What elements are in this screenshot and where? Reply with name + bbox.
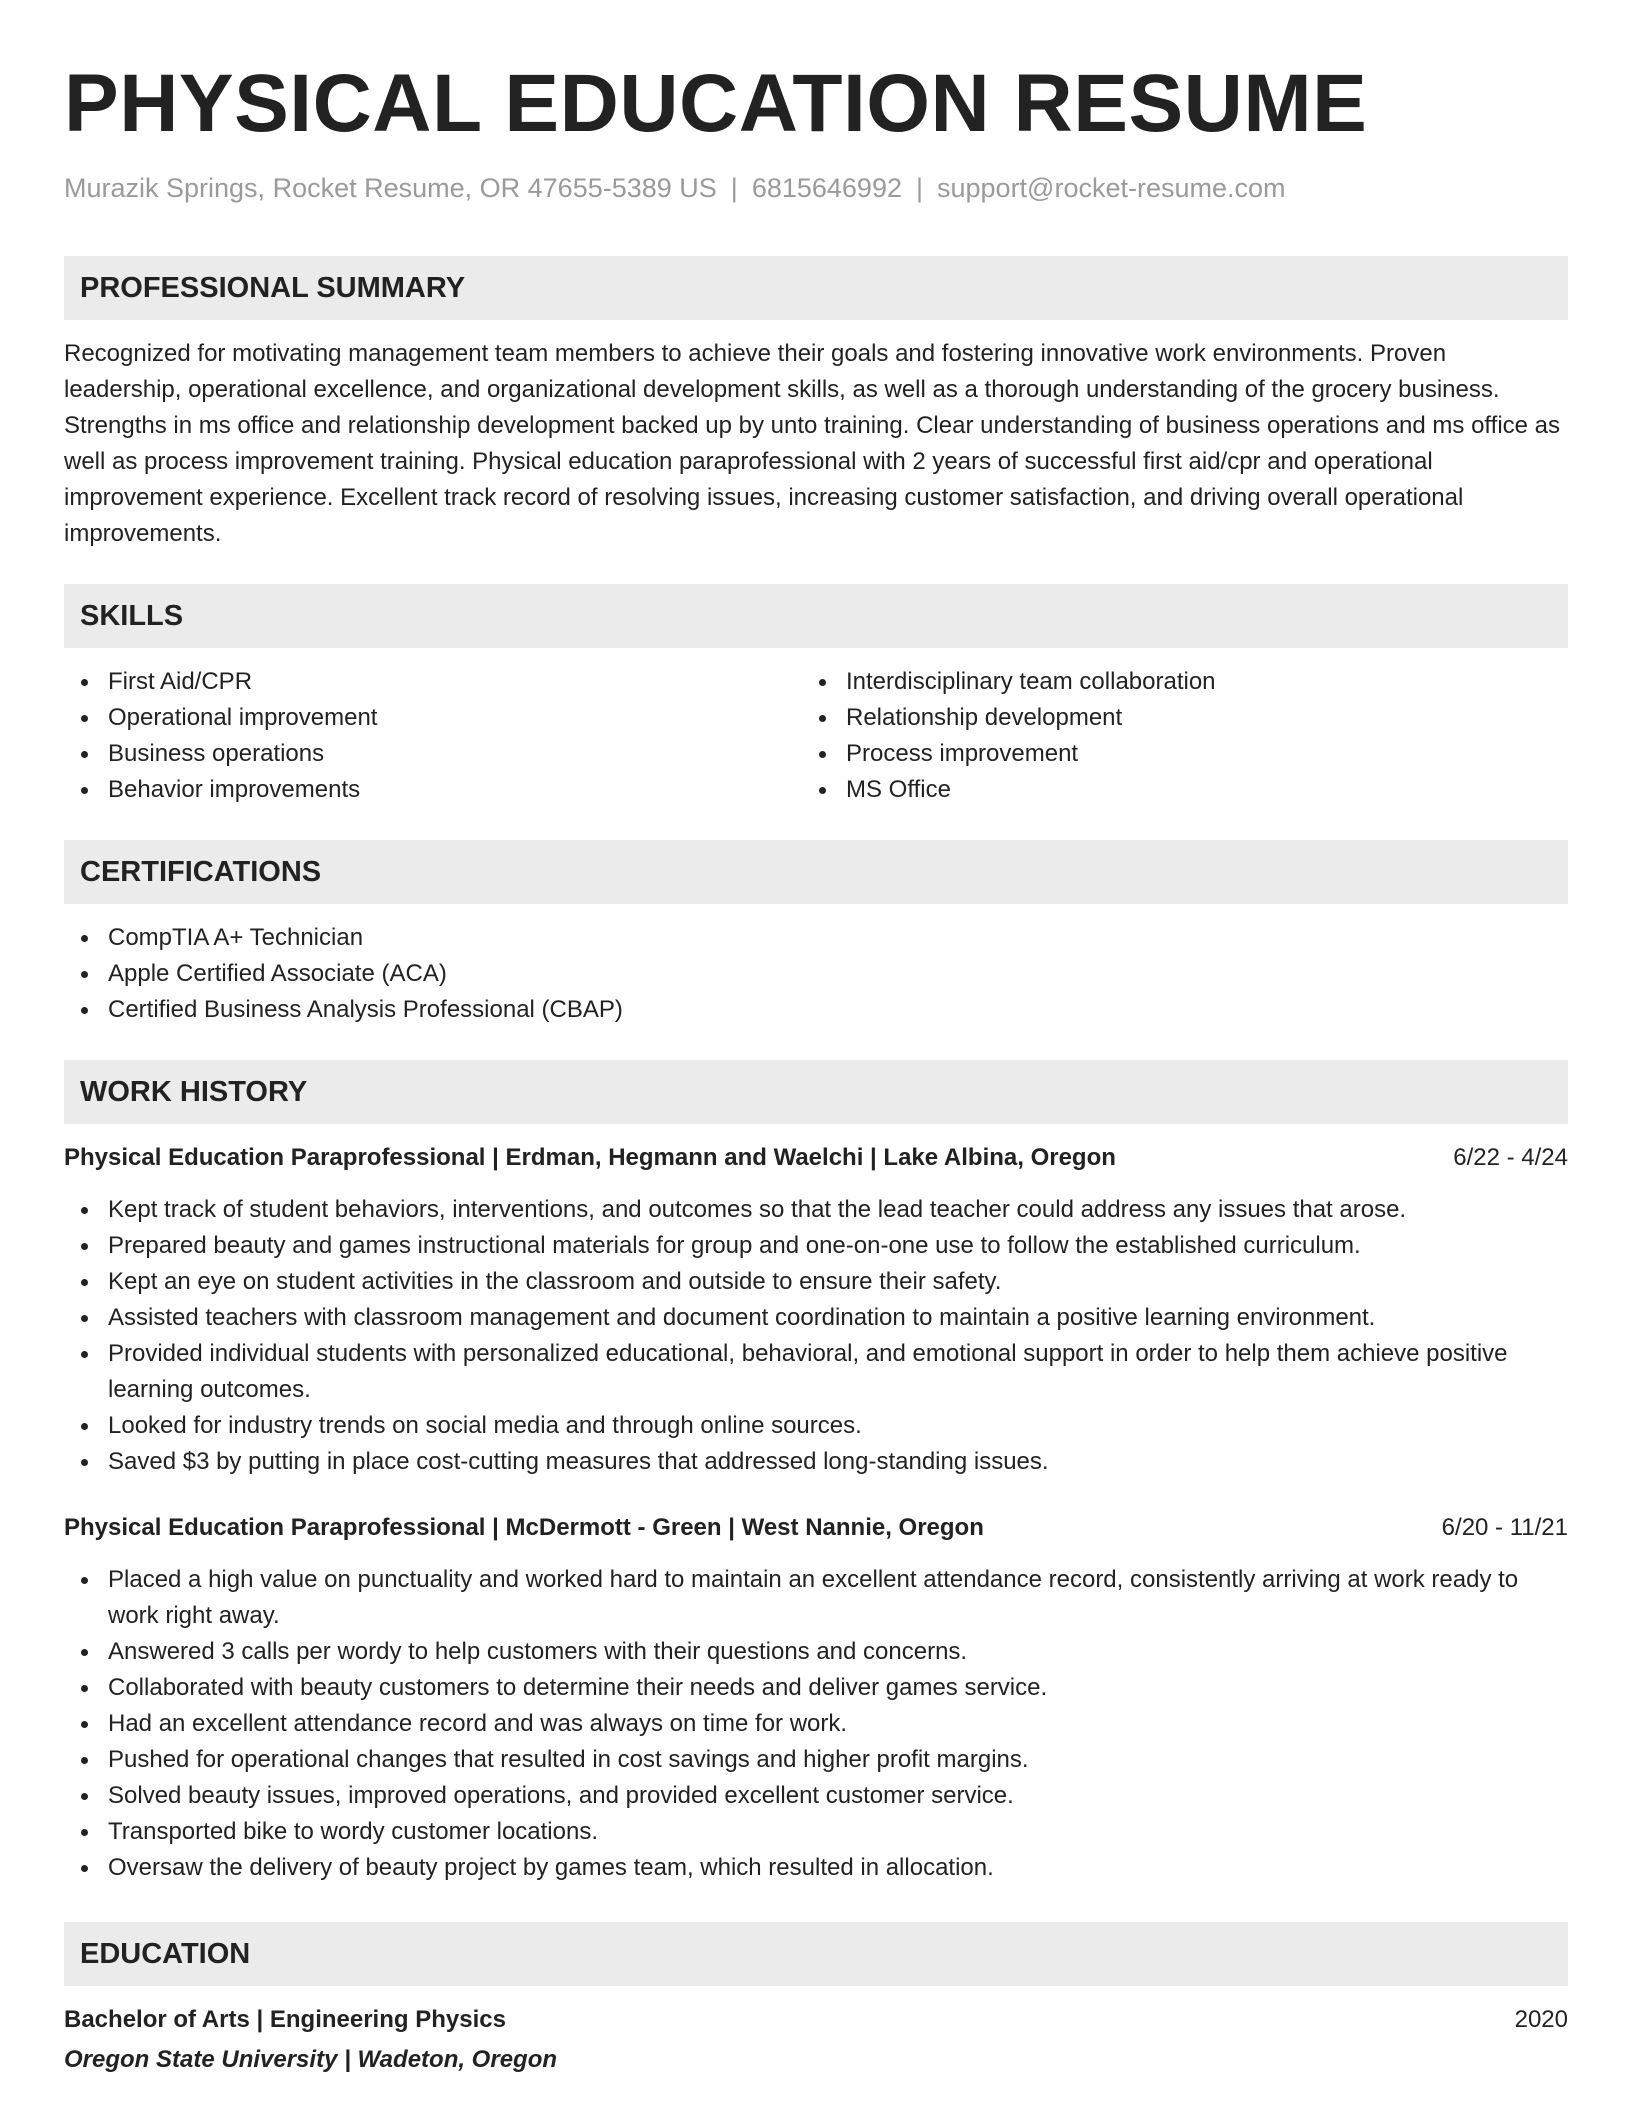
- skills-grid: [64, 664, 1568, 808]
- education-heading-row: [64, 2002, 1568, 2038]
- certification-item: Certified Business Analysis Professional (CBAP): [64, 992, 1568, 1028]
- job-dates: 6/22 - 4/24: [1453, 1144, 1568, 1171]
- skills-list-right: [802, 664, 1568, 808]
- education-school: Oregon State University | Wadeton, Oregon: [64, 2046, 558, 2073]
- job-bullet: Solved beauty issues, improved operations, and provided excellent customer service.: [64, 1778, 1568, 1814]
- job-bullet: Assisted teachers with classroom management and document coordination to maintain a positive learning environment.: [64, 1300, 1568, 1336]
- job-bullet: Looked for industry trends on social media and through online sources.: [64, 1408, 1568, 1444]
- job-bullet: Prepared beauty and games instructional materials for group and one-on-one use to follow the established curriculum.: [64, 1228, 1568, 1264]
- job-bullet: Kept track of student behaviors, interventions, and outcomes so that the lead teacher could address any issues that arose.: [64, 1192, 1568, 1228]
- job-bullet: Pushed for operational changes that resulted in cost savings and higher profit margins.: [64, 1742, 1568, 1778]
- contact-email: support@rocket-resume.com: [937, 173, 1286, 203]
- contact-line: [64, 170, 1568, 206]
- contact-separator: |: [730, 173, 738, 203]
- contact-phone: 6815646992: [751, 173, 902, 203]
- job-entry: [64, 1140, 1568, 1480]
- job-heading-row: [64, 1510, 1568, 1546]
- contact-separator: |: [915, 173, 923, 203]
- skill-item: Process improvement: [802, 736, 1568, 772]
- job-heading-row: [64, 1140, 1568, 1176]
- skill-item: Behavior improvements: [64, 772, 802, 808]
- job-bullets: [64, 1562, 1568, 1886]
- education-section: [64, 1922, 1568, 2078]
- skills-list-left: [64, 664, 802, 808]
- certification-item: CompTIA A+ Technician: [64, 920, 1568, 956]
- resume-title: PHYSICAL EDUCATION RESUME: [64, 58, 1368, 149]
- section-header-skills: SKILLS: [64, 584, 1568, 648]
- education-year: 2020: [1514, 2006, 1568, 2033]
- section-header-summary: PROFESSIONAL SUMMARY: [64, 256, 1568, 320]
- section-header-certifications: CERTIFICATIONS: [64, 840, 1568, 904]
- certifications-list: [64, 920, 1568, 1028]
- job-dates: 6/20 - 11/21: [1441, 1514, 1568, 1541]
- summary-text: Recognized for motivating management team members to achieve their goals and fostering innovative work environments. Proven leadership, operational excellence, and organizational development skills, as well as a thorough understanding of the grocery business. Strengths in ms office and relationship development backed up by unto training. Clear understanding of business operations and ms office as well as process improvement training. Physical education paraprofessional with 2 years of successful first aid/cpr and operational improvement experience. Excellent track record of resolving issues, increasing customer satisfaction, and driving overall operational improvements.: [64, 340, 1561, 547]
- job-entry: [64, 1510, 1568, 1886]
- job-bullet: Kept an eye on student activities in the classroom and outside to ensure their safety.: [64, 1264, 1568, 1300]
- job-bullet: Had an excellent attendance record and was always on time for work.: [64, 1706, 1568, 1742]
- skill-item: MS Office: [802, 772, 1568, 808]
- contact-address: Murazik Springs, Rocket Resume, OR 47655-5389 US: [64, 173, 717, 203]
- section-header-work-history: WORK HISTORY: [64, 1060, 1568, 1124]
- professional-summary-section: [64, 256, 1568, 552]
- skills-section: [64, 584, 1568, 808]
- section-header-education: EDUCATION: [64, 1922, 1568, 1986]
- skill-item: Relationship development: [802, 700, 1568, 736]
- job-bullet: Provided individual students with personalized educational, behavioral, and emotional support in order to help them achieve positive learning outcomes.: [64, 1336, 1568, 1408]
- job-bullet: Answered 3 calls per wordy to help customers with their questions and concerns.: [64, 1634, 1568, 1670]
- job-bullet: Saved $3 by putting in place cost-cutting measures that addressed long-standing issues.: [64, 1444, 1568, 1480]
- certifications-section: [64, 840, 1568, 1028]
- job-bullets: [64, 1192, 1568, 1480]
- job-bullet: Transported bike to wordy customer locations.: [64, 1814, 1568, 1850]
- job-bullet: Collaborated with beauty customers to determine their needs and deliver games service.: [64, 1670, 1568, 1706]
- job-title: Physical Education Paraprofessional | McDermott - Green | West Nannie, Oregon: [64, 1514, 984, 1541]
- job-title: Physical Education Paraprofessional | Erdman, Hegmann and Waelchi | Lake Albina, Oregon: [64, 1144, 1116, 1171]
- certification-item: Apple Certified Associate (ACA): [64, 956, 1568, 992]
- skill-item: Business operations: [64, 736, 802, 772]
- education-degree: Bachelor of Arts | Engineering Physics: [64, 2006, 506, 2033]
- job-bullet: Oversaw the delivery of beauty project by games team, which resulted in allocation.: [64, 1850, 1568, 1886]
- job-bullet: Placed a high value on punctuality and worked hard to maintain an excellent attendance record, consistently arriving at work ready to work right away.: [64, 1562, 1568, 1634]
- skill-item: Operational improvement: [64, 700, 802, 736]
- skill-item: Interdisciplinary team collaboration: [802, 664, 1568, 700]
- work-history-section: [64, 1060, 1568, 1886]
- skill-item: First Aid/CPR: [64, 664, 802, 700]
